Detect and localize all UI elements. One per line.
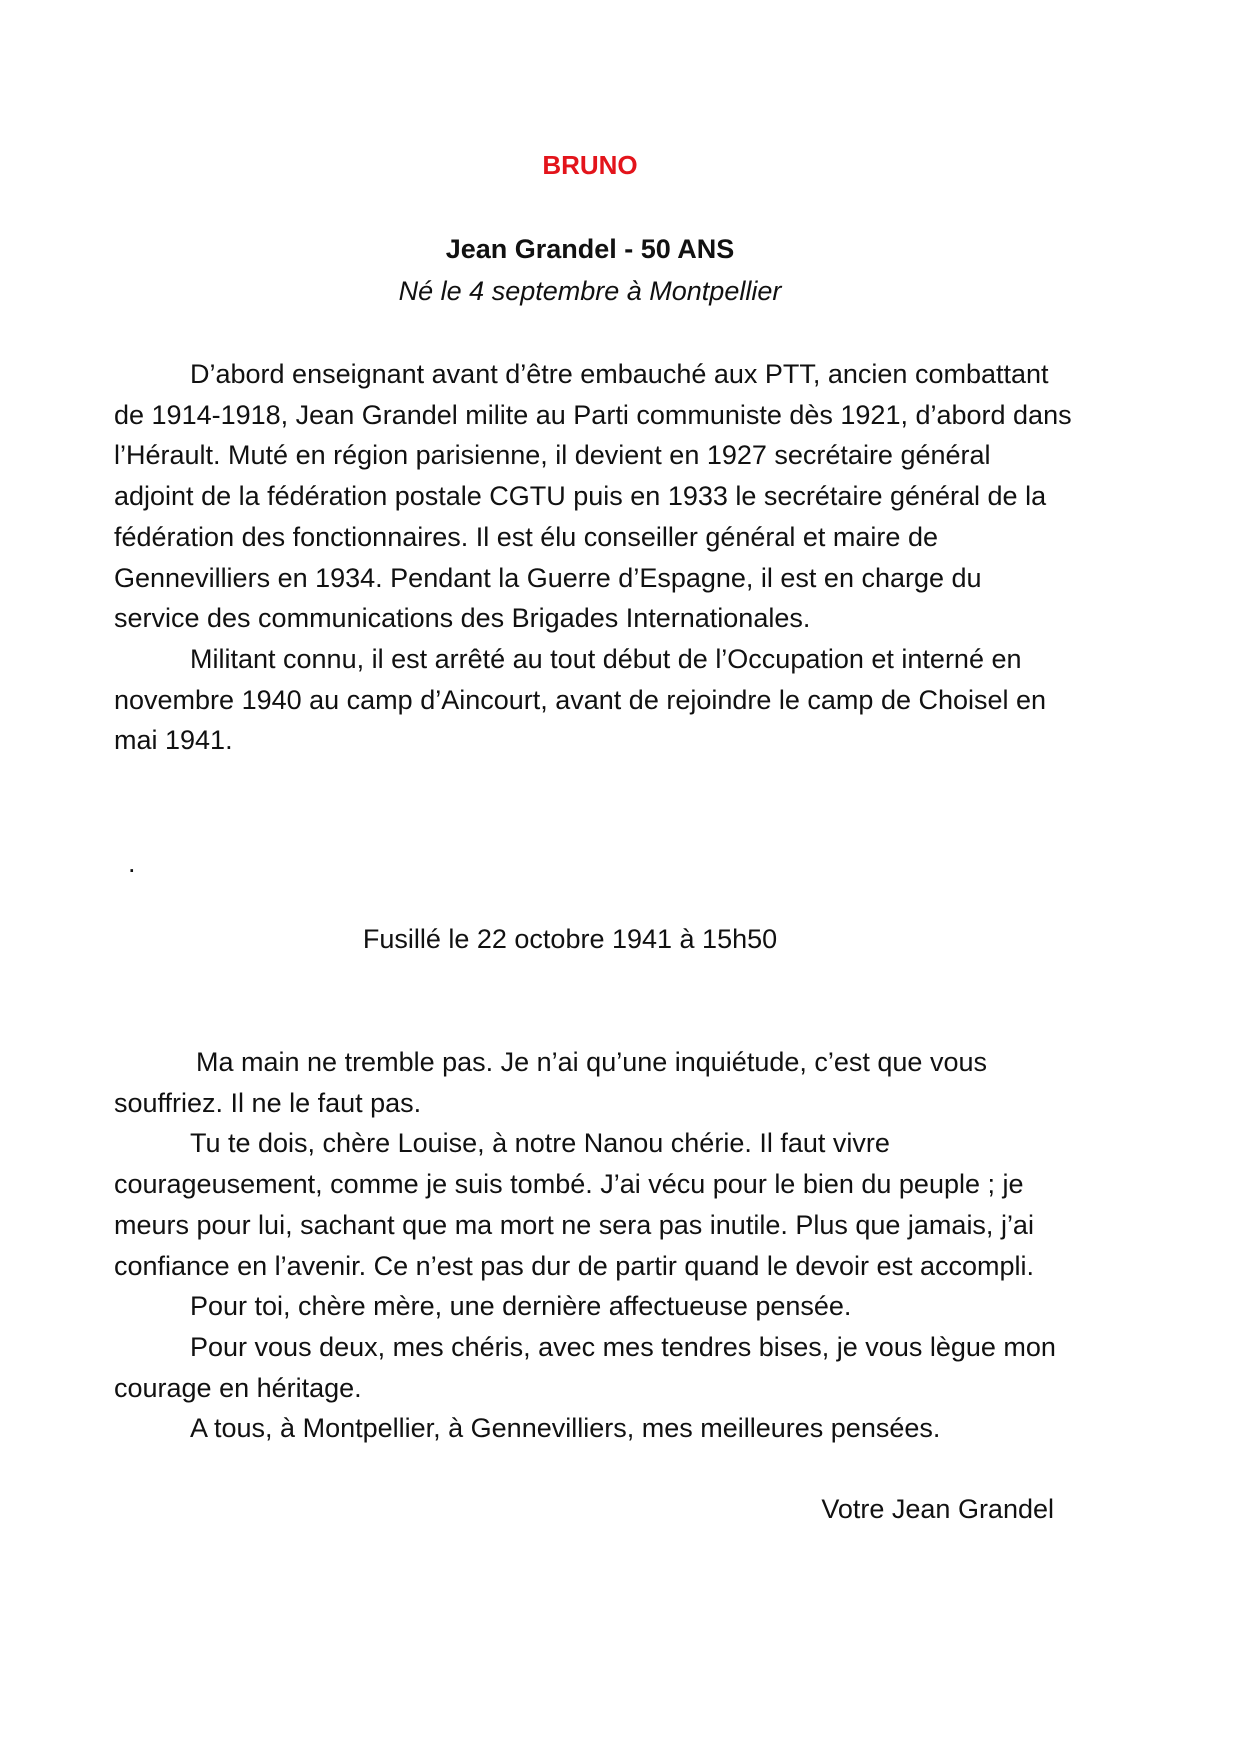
header-name: BRUNO <box>542 150 638 180</box>
signature: Votre Jean Grandel <box>821 1494 1054 1524</box>
letter-paragraph: Ma main ne tremble pas. Je n’ai qu’une inquiétude, c’est que vous souffriez. Il ne le faut pas. <box>114 1047 987 1118</box>
letter-paragraph: Tu te dois, chère Louise, à notre Nanou chérie. Il faut vivre courageusement, comme je suis tombé. J’ai vécu pour le bien du peuple ; je meurs pour lui, sachant que ma mort ne sera pas inutile. Plus que jamais, j’ai confiance en l’avenir. Ce n’est pas dur de partir quand le devoir est accompli. <box>114 1128 1035 1281</box>
bio-paragraph: Militant connu, il est arrêté au tout début de l’Occupation et interné en novembre 1940 au camp d’Aincourt, avant de rejoindre le camp de Choisel en mai 1941. <box>114 643 1047 756</box>
farewell-letter <box>114 1042 1074 1449</box>
birth-info: Né le 4 septembre à Montpellier <box>398 276 782 306</box>
letter-paragraph: Pour vous deux, mes chéris, avec mes tendres bises, je vous lègue mon courage en héritage. <box>114 1331 1056 1403</box>
separator-dot: . <box>128 848 136 878</box>
biography <box>114 354 1074 761</box>
letter-paragraph: Pour toi, chère mère, une dernière affectueuse pensée. <box>190 1291 852 1322</box>
page-title: Jean Grandel - 50 ANS <box>445 234 735 264</box>
letter-paragraph: A tous, à Montpellier, à Gennevilliers, mes meilleures pensées. <box>190 1413 941 1444</box>
execution-date: Fusillé le 22 octobre 1941 à 15h50 <box>362 924 778 954</box>
bio-paragraph: D’abord enseignant avant d’être embauché aux PTT, ancien combattant de 1914-1918, Jean Grandel milite au Parti communiste dès 1921, d’abord dans l’Hérault. Muté en région parisienne, il devient en 1927 secrétaire général adjoint de la fédération postale CGTU puis en 1933 le secrétaire général de la fédération des fonctionnaires. Il est élu conseiller général et maire de Gennevilliers en 1934. Pendant la Guerre d’Espagne, il est en charge du service des communications des Brigades Internationales. <box>114 359 1072 634</box>
